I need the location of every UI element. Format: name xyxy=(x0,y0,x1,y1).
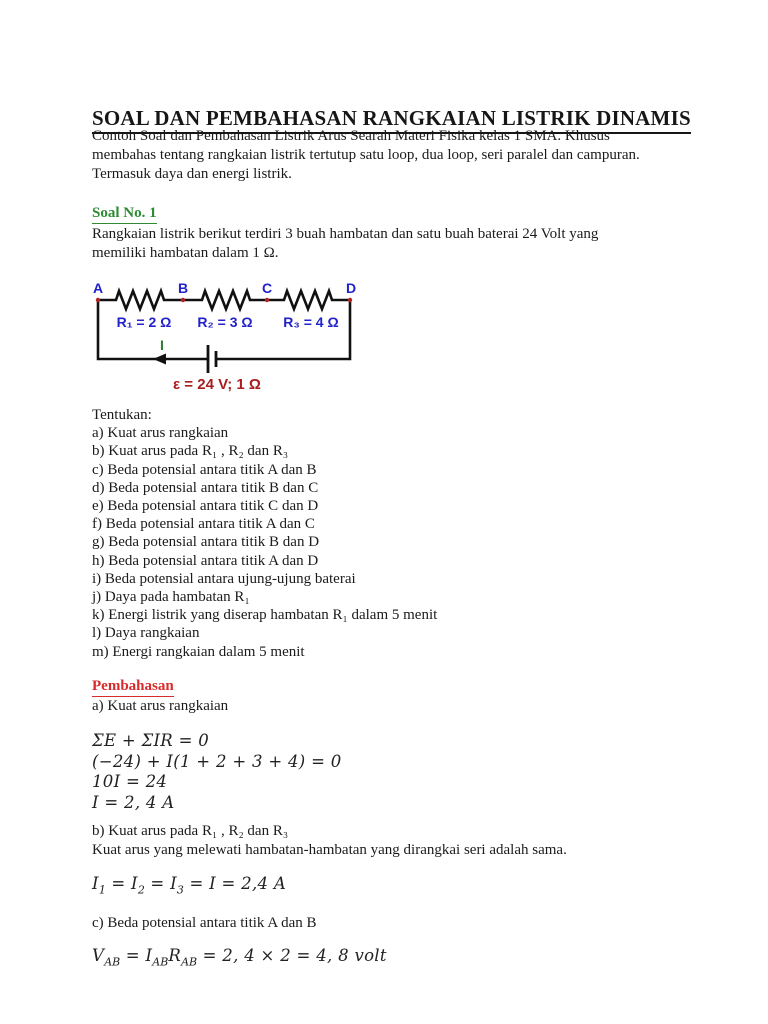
math-line: I = 2, 4 A xyxy=(92,792,175,812)
soal-description-line: Rangkaian listrik berikut terdiri 3 buah hambatan dan satu buah baterai 24 Volt yang xyxy=(92,226,599,242)
current-arrow xyxy=(153,354,166,365)
part-b-math: $I_1 = I_2 = I_3 = I = 2,4$ A xyxy=(92,874,287,897)
node-dot-c xyxy=(265,298,269,302)
part-b-label: b) Kuat arus pada R₁ , R₂ dan R₃ xyxy=(92,823,289,839)
soal-heading xyxy=(92,205,157,224)
soal-description xyxy=(92,225,732,263)
part-b-note: Kuat arus yang melewati hambatan-hambatan yang dirangkai seri adalah sama. xyxy=(92,842,567,858)
math-line: (−24) + I(1 + 2 + 3 + 4) = 0 xyxy=(92,751,342,771)
node-dot-d xyxy=(348,298,352,302)
tentukan-item: d) Beda potensial antara titik B dan C xyxy=(92,479,319,496)
resistor-3-label: R₃ = 4 Ω xyxy=(283,314,339,330)
node-label-c: C xyxy=(261,280,273,296)
node-label-d: D xyxy=(345,280,357,296)
circuit-diagram xyxy=(90,276,362,394)
part-a-label: a) Kuat arus rangkaian xyxy=(92,698,229,714)
intro-line: membahas tentang rangkaian listrik tertutup satu loop, dua loop, seri paralel dan campuran. xyxy=(92,147,640,163)
tentukan-item: j) Daya pada hambatan R₁ xyxy=(92,589,250,606)
tentukan-item: l) Daya rangkaian xyxy=(92,625,200,642)
current-label: I xyxy=(160,337,164,353)
tentukan-item: m) Energi rangkaian dalam 5 menit xyxy=(92,643,305,660)
tentukan-item: c) Beda potensial antara titik A dan B xyxy=(92,461,317,478)
emf-label: ε = 24 V; 1 Ω xyxy=(173,376,261,393)
tentukan-item: k) Energi listrik yang diserap hambatan R₁ dalam 5 menit xyxy=(92,607,438,624)
node-label-a: A xyxy=(92,280,104,296)
resistor-2-label: R₂ = 3 Ω xyxy=(197,314,253,330)
part-b-text xyxy=(92,822,567,860)
soal-heading-text: Soal No. 1 xyxy=(92,205,157,224)
node-dot-b xyxy=(181,298,185,302)
tentukan-item: f) Beda potensial antara titik A dan C xyxy=(92,516,315,533)
intro-line: Termasuk daya dan energi listrik. xyxy=(92,166,292,182)
pembahasan-heading-text: Pembahasan xyxy=(92,678,174,697)
math-line: ΣE + ΣIR = 0 xyxy=(92,731,210,750)
intro-paragraph xyxy=(92,127,732,184)
page-title-text: SOAL DAN PEMBAHASAN RANGKAIAN LISTRIK DINAMIS xyxy=(92,106,691,134)
tentukan-heading: Tentukan: xyxy=(92,407,152,423)
tentukan-item: e) Beda potensial antara titik C dan D xyxy=(92,498,319,515)
tentukan-item: h) Beda potensial antara titik A dan D xyxy=(92,552,319,569)
circuit-top-wire-resistors xyxy=(98,291,350,309)
math-line: 10I = 24 xyxy=(92,772,168,792)
tentukan-item: b) Kuat arus pada R₁ , R₂ dan R₃ xyxy=(92,443,289,460)
tentukan-list xyxy=(92,406,732,661)
part-c-label: c) Beda potensial antara titik A dan B xyxy=(92,915,317,931)
soal-description-line: memiliki hambatan dalam 1 Ω. xyxy=(92,245,279,261)
intro-line: Contoh Soal dan Pembahasan Listrik Arus Searah Materi Fisika kelas 1 SMA. Khusus xyxy=(92,128,610,144)
node-label-b: B xyxy=(177,280,189,296)
part-c-math: $V_{AB} = I_{AB}R_{AB} = 2$, 4 × 2 = 4, 8 volt xyxy=(92,946,387,969)
node-dot-a xyxy=(96,298,100,302)
resistor-1-label: R₁ = 2 Ω xyxy=(116,314,172,330)
tentukan-item: g) Beda potensial antara titik B dan D xyxy=(92,534,320,551)
tentukan-item: a) Kuat arus rangkaian xyxy=(92,425,229,442)
tentukan-item: i) Beda potensial antara ujung-ujung baterai xyxy=(92,570,356,587)
part-a-math-block xyxy=(92,731,342,813)
pembahasan-heading xyxy=(92,678,174,697)
